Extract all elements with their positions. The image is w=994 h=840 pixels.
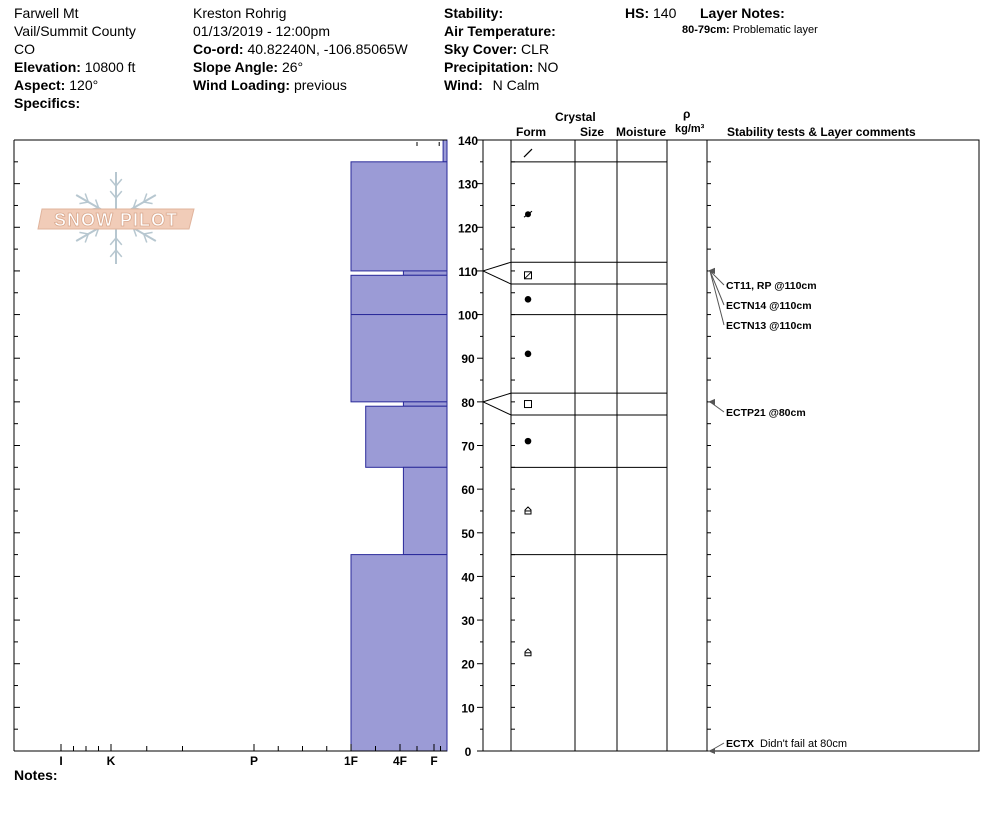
rounded-grains-icon bbox=[525, 296, 532, 303]
stability-test-label: ECTX bbox=[726, 738, 755, 750]
hardness-tick-label: K bbox=[106, 754, 116, 768]
slope-row bbox=[193, 59, 303, 75]
hardness-layer-bar bbox=[351, 555, 447, 751]
coord-value: 40.82240N, -106.85065W bbox=[247, 41, 408, 57]
stability-tests-header: Stability tests & Layer comments bbox=[727, 125, 916, 139]
wind-loading-row bbox=[193, 77, 347, 93]
wind-row bbox=[444, 77, 539, 93]
crystal-header: Crystal bbox=[555, 110, 596, 124]
state-name: CO bbox=[14, 41, 35, 57]
notes-label: Notes: bbox=[14, 767, 58, 783]
hs-row bbox=[625, 5, 676, 21]
snowflake-branch bbox=[144, 232, 153, 234]
size-header: Size bbox=[580, 125, 605, 139]
wind-value: N Calm bbox=[492, 77, 540, 93]
depth-tick-label: 40 bbox=[461, 570, 475, 585]
layer-note-range: 80-79cm: bbox=[682, 24, 730, 36]
observation-datetime: 01/13/2019 - 12:00pm bbox=[193, 23, 330, 39]
precip-label: Precipitation: bbox=[444, 59, 534, 75]
form-header: Form bbox=[516, 125, 546, 139]
hardness-layer-bar bbox=[403, 271, 447, 275]
aspect-value: 120° bbox=[69, 77, 99, 93]
stability-test-label: ECTN14 @110cm bbox=[726, 300, 812, 312]
snowflake-branch bbox=[79, 202, 88, 204]
hardness-layer-bar bbox=[443, 140, 447, 162]
snowflake-branch bbox=[79, 232, 88, 234]
sky-row bbox=[444, 41, 549, 57]
stability-test-arrowhead bbox=[708, 399, 715, 405]
sky-label: Sky Cover: bbox=[444, 41, 518, 57]
depth-tick-label: 30 bbox=[461, 614, 475, 629]
elevation-value: 10800 ft bbox=[84, 59, 136, 75]
elevation-row bbox=[14, 59, 135, 75]
precip-particle-icon bbox=[524, 149, 532, 157]
faceted-crystals-icon bbox=[525, 401, 532, 408]
logo-text: SNOW PILOT bbox=[54, 210, 178, 230]
depth-tick-label: 10 bbox=[461, 701, 475, 716]
layer-connector bbox=[483, 271, 511, 284]
region-name: Vail/Summit County bbox=[14, 23, 136, 39]
stability-test-arrowhead bbox=[708, 748, 715, 754]
hardness-layer-bar bbox=[351, 275, 447, 314]
depth-tick-label: 140 bbox=[457, 134, 479, 148]
hs-value: 140 bbox=[653, 5, 677, 21]
coord-row bbox=[193, 41, 408, 57]
precip-row bbox=[444, 59, 558, 75]
hardness-layer-bar bbox=[351, 162, 447, 271]
depth-tick-label: 90 bbox=[461, 352, 475, 367]
depth-tick-label: 120 bbox=[457, 221, 479, 236]
stability-label: Stability: bbox=[444, 5, 504, 21]
aspect-row bbox=[14, 77, 98, 93]
snowpilot-logo bbox=[38, 172, 194, 264]
rho-header: ρ bbox=[683, 107, 691, 121]
layer-connector bbox=[483, 402, 511, 415]
snowflake-branch bbox=[144, 202, 153, 204]
hardness-layer-bar bbox=[403, 402, 447, 406]
stability-test-label: ECTN13 @110cm bbox=[726, 320, 812, 332]
precip-value: NO bbox=[537, 59, 559, 75]
depth-tick-label: 60 bbox=[461, 483, 475, 498]
hardness-tick-label: I bbox=[59, 754, 63, 768]
layer-note-text: Problematic layer bbox=[732, 24, 818, 36]
wind-label: Wind: bbox=[444, 77, 483, 93]
wind-loading-label: Wind Loading: bbox=[193, 77, 291, 93]
density-unit-header: kg/m³ bbox=[675, 123, 705, 135]
elevation-label: Elevation: bbox=[14, 59, 81, 75]
depth-axis bbox=[458, 134, 483, 759]
slope-label: Slope Angle: bbox=[193, 59, 279, 75]
stability-test-label: ECTP21 @80cm bbox=[726, 407, 806, 419]
air-temp-label: Air Temperature: bbox=[444, 23, 556, 39]
stability-test-comment: Didn't fail at 80cm bbox=[760, 738, 848, 750]
rounded-grains-icon bbox=[525, 438, 532, 445]
depth-tick-label: 70 bbox=[461, 439, 475, 454]
stability-test-label: CT11, RP @110cm bbox=[726, 280, 817, 292]
crystal-form-table bbox=[483, 140, 979, 751]
layer-note bbox=[682, 24, 818, 37]
hardness-tick-label: F bbox=[430, 754, 438, 768]
moisture-header: Moisture bbox=[616, 125, 667, 139]
coord-label: Co-ord: bbox=[193, 41, 244, 57]
depth-tick-label: 0 bbox=[464, 745, 472, 759]
slope-value: 26° bbox=[281, 59, 304, 75]
stability-test-arrow bbox=[710, 271, 724, 325]
form-table-frame bbox=[483, 140, 979, 751]
hardness-layer-bar bbox=[403, 467, 447, 554]
surface-hoar-icon-slash bbox=[525, 272, 532, 279]
depth-tick-label: 130 bbox=[457, 177, 479, 192]
depth-tick-label: 20 bbox=[461, 657, 475, 672]
depth-tick-label: 50 bbox=[461, 526, 475, 541]
layer-connector bbox=[483, 262, 511, 271]
rounded-grains-icon bbox=[525, 351, 532, 358]
depth-tick-label: 80 bbox=[461, 395, 475, 410]
hardness-tick-label: 4F bbox=[392, 754, 408, 768]
hardness-profile bbox=[14, 140, 447, 768]
sky-value: CLR bbox=[521, 41, 550, 57]
depth-tick-label: 110 bbox=[458, 264, 478, 279]
depth-tick-label: 100 bbox=[457, 308, 479, 323]
specifics-label: Specifics: bbox=[14, 95, 81, 111]
layer-notes-label: Layer Notes: bbox=[700, 5, 785, 21]
stability-tests bbox=[708, 268, 847, 754]
hardness-layer-bar bbox=[351, 315, 447, 402]
hardness-tick-label: 1F bbox=[343, 754, 359, 768]
location-name: Farwell Mt bbox=[14, 5, 79, 21]
observer-name: Kreston Rohrig bbox=[193, 5, 287, 21]
aspect-label: Aspect: bbox=[14, 77, 66, 93]
wind-loading-value: previous bbox=[293, 77, 347, 93]
hs-label: HS: bbox=[625, 5, 650, 21]
layer-connector bbox=[483, 393, 511, 402]
hardness-layer-bar bbox=[366, 406, 447, 467]
hardness-tick-label: P bbox=[249, 754, 259, 768]
